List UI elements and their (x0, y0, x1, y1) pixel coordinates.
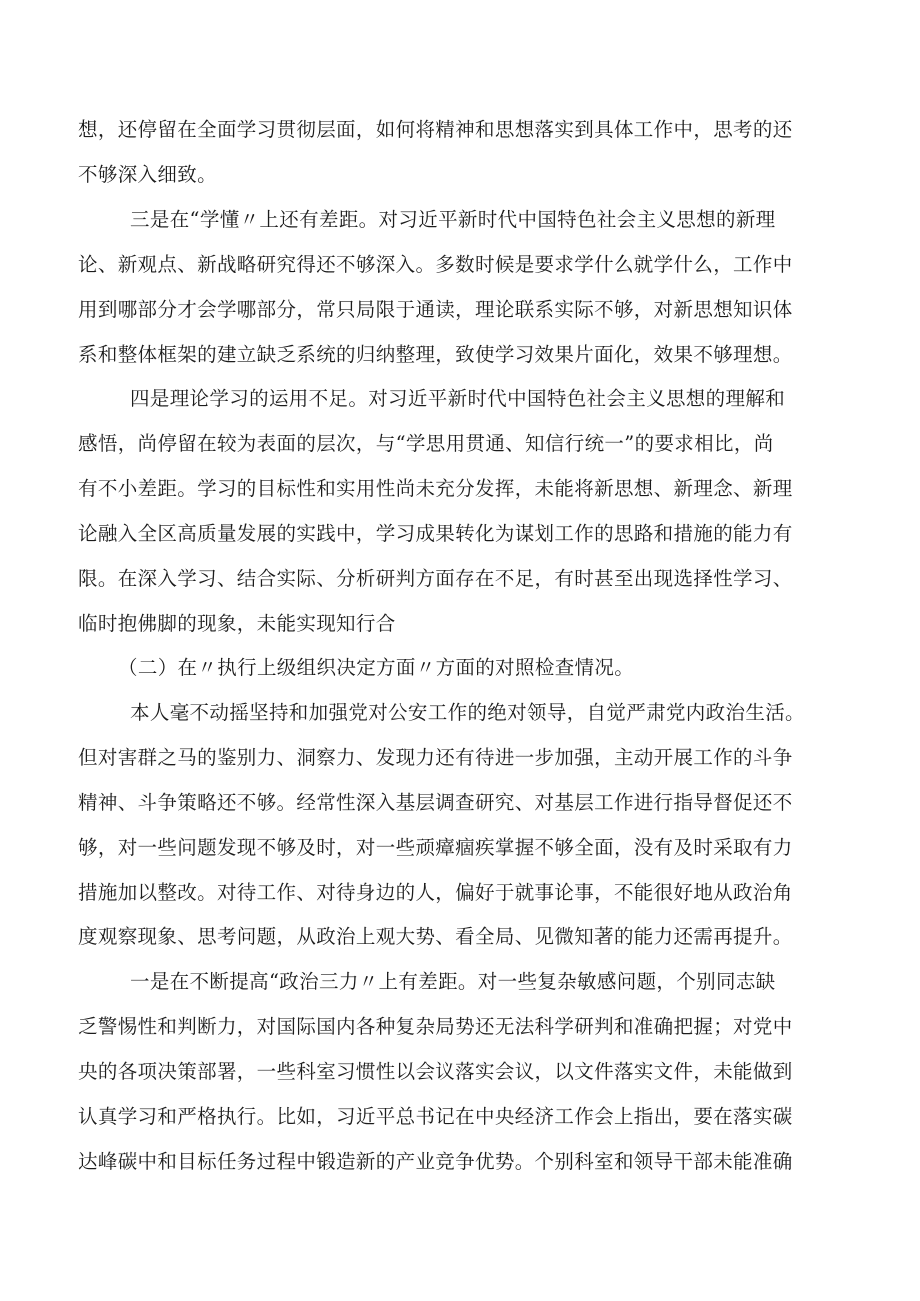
text-line: 但对害群之马的鉴别力、洞察力、发现力还有待进一步加强，主动开展工作的斗争 (78, 746, 793, 769)
text-line: 限。在深入学习、结合实际、分析研判方面存在不足，有时甚至出现选择性学习、 (78, 567, 793, 590)
paragraph-start-line: 本人毫不动摇坚持和加强党对公安工作的绝对领导，自觉严肃党内政治生活。 (130, 701, 805, 724)
paragraph-start-line: 三是在“学懂〃上还有差距。对习近平新时代中国特色社会主义思想的新理 (130, 208, 776, 231)
text-line: 够，对一些问题发现不够及时，对一些顽瘴痼疾掌握不够全面，没有及时采取有力 (78, 836, 793, 859)
paragraph-start-line: 一是在不断提高“政治三力〃上有差距。对一些复杂敏感问题，个别同志缺 (130, 970, 776, 993)
text-line: 达峰碳中和目标任务过程中锻造新的产业竞争优势。个别科室和领导干部未能准确 (78, 1150, 793, 1173)
text-line: 央的各项决策部署，一些科室习惯性以会议落实会议，以文件落实文件，未能做到 (78, 1060, 793, 1083)
text-line: 感悟，尚停留在较为表面的层次，与“学思用贯通、知信行统一”的要求相比，尚 (78, 432, 774, 455)
text-line: 论、新观点、新战略研究得还不够深入。多数时候是要求学什么就学什么，工作中 (78, 253, 793, 276)
section-heading: （二）在〃执行上级组织决定方面〃方面的对照检查情况。 (118, 656, 635, 679)
text-line: 有不小差距。学习的目标性和实用性尚未充分发挥，未能将新思想、新理念、新理 (78, 477, 793, 500)
text-line: 精神、斗争策略还不够。经常性深入基层调查研究、对基层工作进行指导督促还不 (78, 791, 793, 814)
text-line: 认真学习和严格执行。比如，习近平总书记在中央经济工作会上指出，要在落实碳 (78, 1105, 793, 1128)
text-line: 度观察现象、思考问题，从政治上观大势、看全局、见微知著的能力还需再提升。 (78, 925, 793, 948)
text-line: 乏警惕性和判断力，对国际国内各种复杂局势还无法科学研判和准确把握；对党中 (78, 1015, 793, 1038)
paragraph-start-line: 四是理论学习的运用不足。对习近平新时代中国特色社会主义思想的理解和 (130, 387, 786, 410)
text-line: 不够深入细致。 (78, 163, 217, 186)
text-line: 论融入全区高质量发展的实践中，学习成果转化为谋划工作的思路和措施的能力有 (78, 522, 793, 545)
text-line: 措施加以整改。对待工作、对待身边的人，偏好于就事论事，不能很好地从政治角 (78, 881, 793, 904)
text-line: 想，还停留在全面学习贯彻层面，如何将精神和思想落实到具体工作中，思考的还 (78, 118, 793, 141)
text-line: 临时抱佛脚的现象，未能实现知行合 (78, 612, 396, 635)
text-line: 系和整体框架的建立缺乏系统的归纳整理，致使学习效果片面化，效果不够理想。 (78, 343, 793, 366)
text-line: 用到哪部分才会学哪部分，常只局限于通读，理论联系实际不够，对新思想知识体 (78, 298, 793, 321)
